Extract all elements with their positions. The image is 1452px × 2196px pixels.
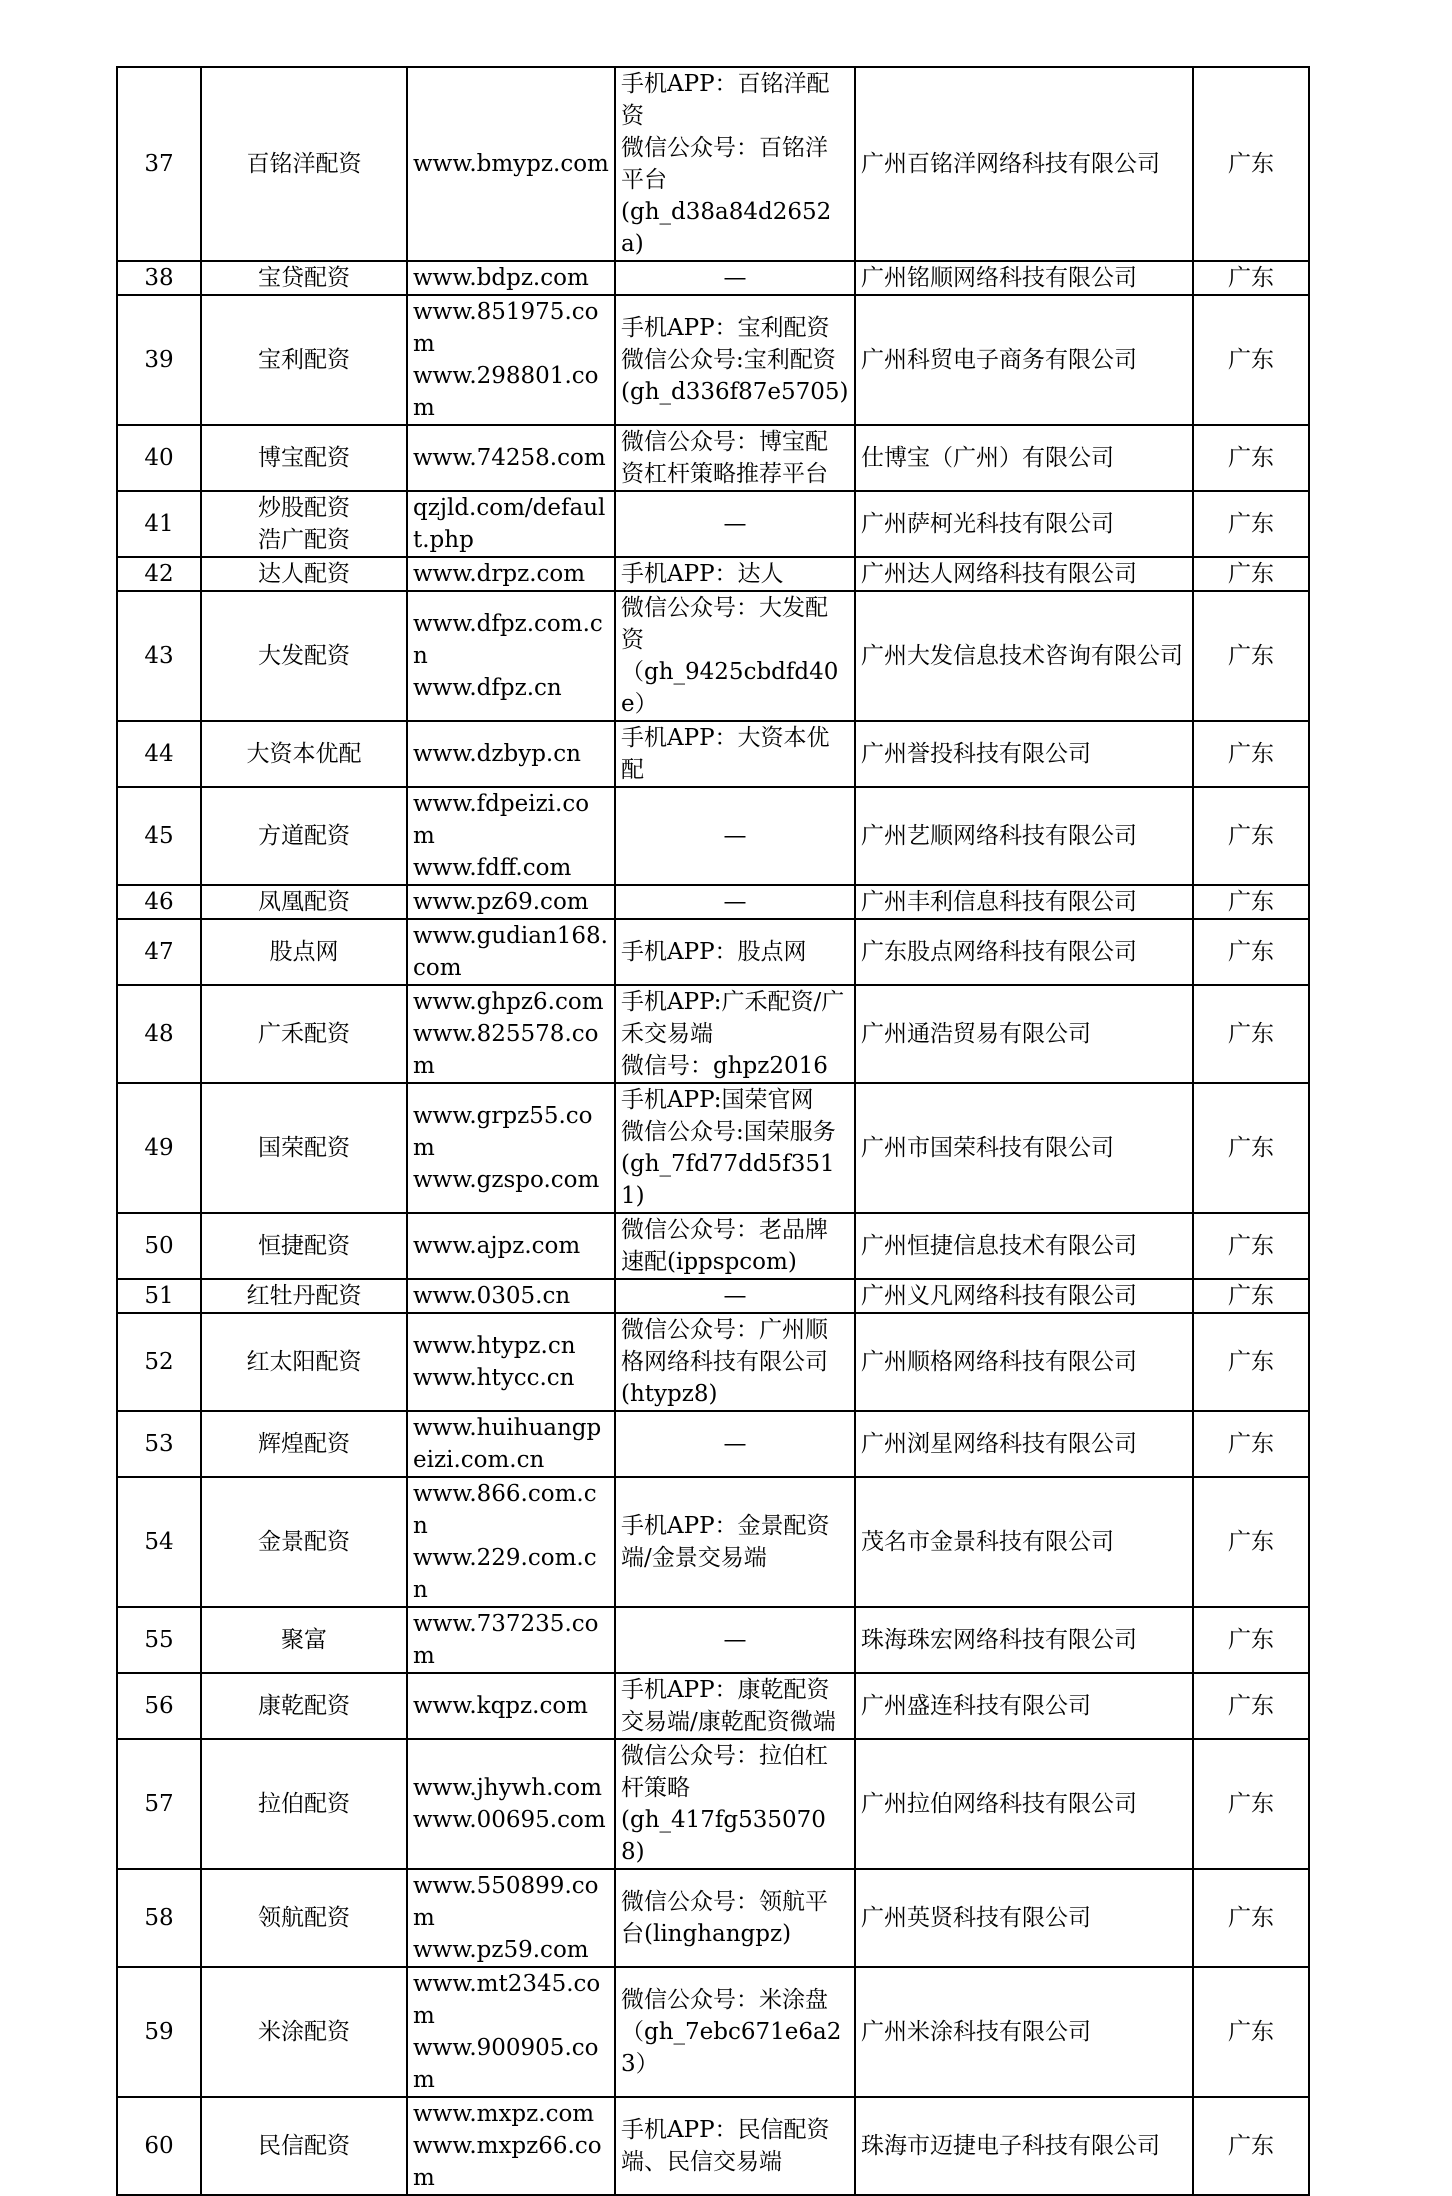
row-number: 49 bbox=[117, 1083, 201, 1213]
website: www.dfpz.com.cn www.dfpz.cn bbox=[407, 591, 615, 721]
table-row bbox=[117, 919, 1309, 985]
table-row bbox=[117, 1967, 1309, 2097]
app-wechat-channel: 手机APP：宝利配资 微信公众号:宝利配资 (gh_d336f87e5705) bbox=[615, 295, 855, 425]
province: 广东 bbox=[1193, 1869, 1309, 1967]
platform-name: 宝利配资 bbox=[201, 295, 407, 425]
province: 广东 bbox=[1193, 1213, 1309, 1279]
website: www.pz69.com bbox=[407, 885, 615, 919]
app-wechat-channel: — bbox=[615, 1411, 855, 1477]
platform-name: 百铭洋配资 bbox=[201, 67, 407, 261]
platform-name: 康乾配资 bbox=[201, 1673, 407, 1739]
company-name: 广州义凡网络科技有限公司 bbox=[855, 1279, 1193, 1313]
platform-name: 恒捷配资 bbox=[201, 1213, 407, 1279]
province: 广东 bbox=[1193, 1607, 1309, 1673]
company-name: 广州铭顺网络科技有限公司 bbox=[855, 261, 1193, 295]
table-row bbox=[117, 1083, 1309, 1213]
company-name: 广东股点网络科技有限公司 bbox=[855, 919, 1193, 985]
row-number: 55 bbox=[117, 1607, 201, 1673]
app-wechat-channel: — bbox=[615, 1607, 855, 1673]
row-number: 45 bbox=[117, 787, 201, 885]
website: www.550899.com www.pz59.com bbox=[407, 1869, 615, 1967]
website: qzjld.com/default.php bbox=[407, 491, 615, 557]
row-number: 56 bbox=[117, 1673, 201, 1739]
company-name: 广州誉投科技有限公司 bbox=[855, 721, 1193, 787]
platform-name: 拉伯配资 bbox=[201, 1739, 407, 1869]
province: 广东 bbox=[1193, 557, 1309, 591]
website: www.kqpz.com bbox=[407, 1673, 615, 1739]
row-number: 38 bbox=[117, 261, 201, 295]
company-name: 广州拉伯网络科技有限公司 bbox=[855, 1739, 1193, 1869]
app-wechat-channel: 手机APP：百铭洋配资 微信公众号：百铭洋平台 (gh_d38a84d2652a) bbox=[615, 67, 855, 261]
app-wechat-channel: 手机APP：达人 bbox=[615, 557, 855, 591]
province: 广东 bbox=[1193, 985, 1309, 1083]
row-number: 37 bbox=[117, 67, 201, 261]
website: www.bdpz.com bbox=[407, 261, 615, 295]
website: www.737235.com bbox=[407, 1607, 615, 1673]
row-number: 53 bbox=[117, 1411, 201, 1477]
platform-name: 民信配资 bbox=[201, 2097, 407, 2195]
platform-table bbox=[116, 66, 1310, 2196]
company-name: 广州米涂科技有限公司 bbox=[855, 1967, 1193, 2097]
platform-name: 炒股配资 浩广配资 bbox=[201, 491, 407, 557]
company-name: 广州浏星网络科技有限公司 bbox=[855, 1411, 1193, 1477]
company-name: 珠海珠宏网络科技有限公司 bbox=[855, 1607, 1193, 1673]
app-wechat-channel: — bbox=[615, 1279, 855, 1313]
platform-name: 方道配资 bbox=[201, 787, 407, 885]
website: www.dzbyp.cn bbox=[407, 721, 615, 787]
app-wechat-channel: 手机APP：大资本优配 bbox=[615, 721, 855, 787]
company-name: 广州百铭洋网络科技有限公司 bbox=[855, 67, 1193, 261]
app-wechat-channel: 手机APP:广禾配资/广禾交易端 微信号：ghpz2016 bbox=[615, 985, 855, 1083]
table-row bbox=[117, 67, 1309, 261]
table-row bbox=[117, 1673, 1309, 1739]
province: 广东 bbox=[1193, 2097, 1309, 2195]
app-wechat-channel: 手机APP：股点网 bbox=[615, 919, 855, 985]
province: 广东 bbox=[1193, 491, 1309, 557]
platform-name: 国荣配资 bbox=[201, 1083, 407, 1213]
province: 广东 bbox=[1193, 1967, 1309, 2097]
table-row bbox=[117, 425, 1309, 491]
company-name: 广州通浩贸易有限公司 bbox=[855, 985, 1193, 1083]
website: www.gudian168.com bbox=[407, 919, 615, 985]
row-number: 51 bbox=[117, 1279, 201, 1313]
company-name: 广州艺顺网络科技有限公司 bbox=[855, 787, 1193, 885]
app-wechat-channel: 手机APP：金景配资端/金景交易端 bbox=[615, 1477, 855, 1607]
app-wechat-channel: — bbox=[615, 261, 855, 295]
website: www.grpz55.com www.gzspo.com bbox=[407, 1083, 615, 1213]
platform-name: 聚富 bbox=[201, 1607, 407, 1673]
company-name: 广州达人网络科技有限公司 bbox=[855, 557, 1193, 591]
table-row bbox=[117, 1869, 1309, 1967]
app-wechat-channel: 微信公众号：博宝配资杠杆策略推荐平台 bbox=[615, 425, 855, 491]
website: www.ghpz6.com www.825578.com bbox=[407, 985, 615, 1083]
province: 广东 bbox=[1193, 1083, 1309, 1213]
table-row bbox=[117, 1213, 1309, 1279]
company-name: 广州科贸电子商务有限公司 bbox=[855, 295, 1193, 425]
province: 广东 bbox=[1193, 1739, 1309, 1869]
row-number: 57 bbox=[117, 1739, 201, 1869]
row-number: 58 bbox=[117, 1869, 201, 1967]
app-wechat-channel: 微信公众号：老品牌速配(ippspcom) bbox=[615, 1213, 855, 1279]
company-name: 珠海市迈捷电子科技有限公司 bbox=[855, 2097, 1193, 2195]
platform-name: 金景配资 bbox=[201, 1477, 407, 1607]
table-row bbox=[117, 1739, 1309, 1869]
website: www.drpz.com bbox=[407, 557, 615, 591]
platform-name: 股点网 bbox=[201, 919, 407, 985]
website: www.fdpeizi.com www.fdff.com bbox=[407, 787, 615, 885]
row-number: 43 bbox=[117, 591, 201, 721]
website: www.851975.com www.298801.com bbox=[407, 295, 615, 425]
app-wechat-channel: 手机APP:国荣官网 微信公众号:国荣服务 (gh_7fd77dd5f3511) bbox=[615, 1083, 855, 1213]
platform-name: 领航配资 bbox=[201, 1869, 407, 1967]
province: 广东 bbox=[1193, 67, 1309, 261]
company-name: 广州萨柯光科技有限公司 bbox=[855, 491, 1193, 557]
platform-name: 米涂配资 bbox=[201, 1967, 407, 2097]
platform-name: 红牡丹配资 bbox=[201, 1279, 407, 1313]
app-wechat-channel: 手机APP：康乾配资交易端/康乾配资微端 bbox=[615, 1673, 855, 1739]
company-name: 广州市国荣科技有限公司 bbox=[855, 1083, 1193, 1213]
website: www.74258.com bbox=[407, 425, 615, 491]
website: www.htypz.cn www.htycc.cn bbox=[407, 1313, 615, 1411]
row-number: 47 bbox=[117, 919, 201, 985]
table-row bbox=[117, 885, 1309, 919]
table-row bbox=[117, 1313, 1309, 1411]
app-wechat-channel: — bbox=[615, 885, 855, 919]
website: www.866.com.cn www.229.com.cn bbox=[407, 1477, 615, 1607]
row-number: 46 bbox=[117, 885, 201, 919]
table-row bbox=[117, 2097, 1309, 2195]
row-number: 41 bbox=[117, 491, 201, 557]
row-number: 50 bbox=[117, 1213, 201, 1279]
table-row bbox=[117, 1279, 1309, 1313]
table-row bbox=[117, 1477, 1309, 1607]
company-name: 广州盛连科技有限公司 bbox=[855, 1673, 1193, 1739]
province: 广东 bbox=[1193, 885, 1309, 919]
website: www.jhywh.com www.00695.com bbox=[407, 1739, 615, 1869]
website: www.ajpz.com bbox=[407, 1213, 615, 1279]
platform-name: 广禾配资 bbox=[201, 985, 407, 1083]
platform-name: 大资本优配 bbox=[201, 721, 407, 787]
row-number: 54 bbox=[117, 1477, 201, 1607]
row-number: 44 bbox=[117, 721, 201, 787]
platform-name: 宝贷配资 bbox=[201, 261, 407, 295]
row-number: 52 bbox=[117, 1313, 201, 1411]
table-row bbox=[117, 1607, 1309, 1673]
province: 广东 bbox=[1193, 425, 1309, 491]
company-name: 广州丰利信息科技有限公司 bbox=[855, 885, 1193, 919]
province: 广东 bbox=[1193, 1279, 1309, 1313]
app-wechat-channel: 微信公众号：大发配资 （gh_9425cbdfd40e） bbox=[615, 591, 855, 721]
company-name: 广州大发信息技术咨询有限公司 bbox=[855, 591, 1193, 721]
province: 广东 bbox=[1193, 1411, 1309, 1477]
province: 广东 bbox=[1193, 721, 1309, 787]
website: www.mt2345.com www.900905.com bbox=[407, 1967, 615, 2097]
province: 广东 bbox=[1193, 919, 1309, 985]
app-wechat-channel: 微信公众号：领航平台(linghangpz) bbox=[615, 1869, 855, 1967]
platform-name: 红太阳配资 bbox=[201, 1313, 407, 1411]
table-row bbox=[117, 557, 1309, 591]
app-wechat-channel: 手机APP：民信配资端、民信交易端 bbox=[615, 2097, 855, 2195]
table-row bbox=[117, 261, 1309, 295]
table-row bbox=[117, 491, 1309, 557]
app-wechat-channel: 微信公众号：广州顺格网络科技有限公司 (htypz8) bbox=[615, 1313, 855, 1411]
row-number: 39 bbox=[117, 295, 201, 425]
province: 广东 bbox=[1193, 1313, 1309, 1411]
province: 广东 bbox=[1193, 1673, 1309, 1739]
app-wechat-channel: — bbox=[615, 787, 855, 885]
app-wechat-channel: 微信公众号：米涂盘 （gh_7ebc671e6a23） bbox=[615, 1967, 855, 2097]
platform-name: 达人配资 bbox=[201, 557, 407, 591]
province: 广东 bbox=[1193, 295, 1309, 425]
row-number: 42 bbox=[117, 557, 201, 591]
province: 广东 bbox=[1193, 1477, 1309, 1607]
app-wechat-channel: — bbox=[615, 491, 855, 557]
company-name: 茂名市金景科技有限公司 bbox=[855, 1477, 1193, 1607]
website: www.mxpz.com www.mxpz66.com bbox=[407, 2097, 615, 2195]
company-name: 仕博宝（广州）有限公司 bbox=[855, 425, 1193, 491]
province: 广东 bbox=[1193, 261, 1309, 295]
website: www.bmypz.com bbox=[407, 67, 615, 261]
row-number: 48 bbox=[117, 985, 201, 1083]
platform-name: 辉煌配资 bbox=[201, 1411, 407, 1477]
company-name: 广州顺格网络科技有限公司 bbox=[855, 1313, 1193, 1411]
row-number: 40 bbox=[117, 425, 201, 491]
platform-name: 博宝配资 bbox=[201, 425, 407, 491]
province: 广东 bbox=[1193, 787, 1309, 885]
website: www.0305.cn bbox=[407, 1279, 615, 1313]
table-body bbox=[117, 67, 1309, 2195]
table-row bbox=[117, 591, 1309, 721]
table-row bbox=[117, 295, 1309, 425]
website: www.huihuangpeizi.com.cn bbox=[407, 1411, 615, 1477]
table-row bbox=[117, 721, 1309, 787]
row-number: 60 bbox=[117, 2097, 201, 2195]
app-wechat-channel: 微信公众号：拉伯杠杆策略 (gh_417fg5350708) bbox=[615, 1739, 855, 1869]
company-name: 广州英贤科技有限公司 bbox=[855, 1869, 1193, 1967]
table-row bbox=[117, 985, 1309, 1083]
table-row bbox=[117, 1411, 1309, 1477]
company-name: 广州恒捷信息技术有限公司 bbox=[855, 1213, 1193, 1279]
row-number: 59 bbox=[117, 1967, 201, 2097]
province: 广东 bbox=[1193, 591, 1309, 721]
platform-name: 大发配资 bbox=[201, 591, 407, 721]
platform-name: 凤凰配资 bbox=[201, 885, 407, 919]
table-row bbox=[117, 787, 1309, 885]
